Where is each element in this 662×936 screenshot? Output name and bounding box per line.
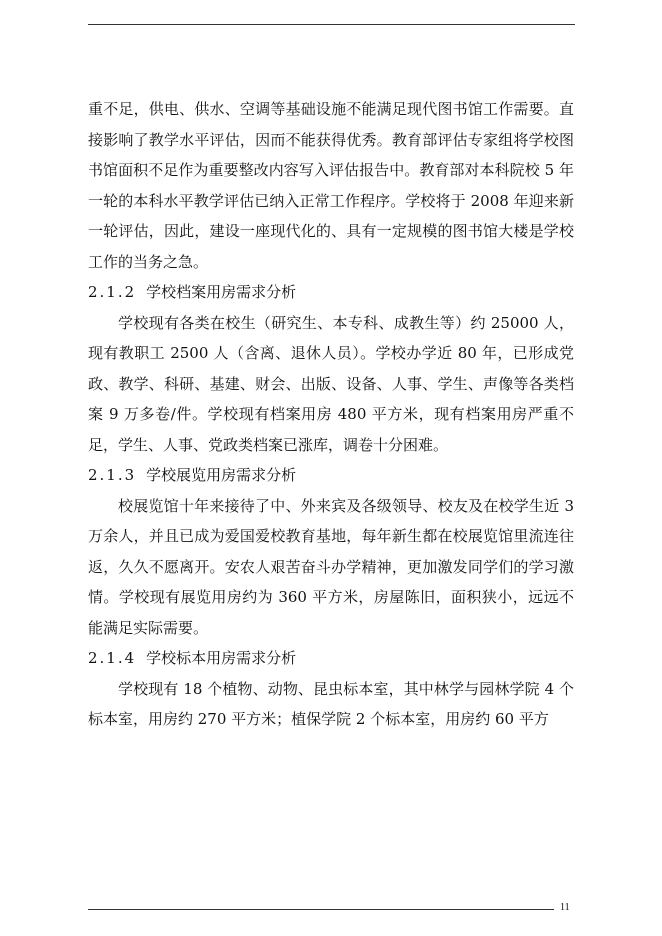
paragraph-specimens: 学校现有 18 个植物、动物、昆虫标本室，其中林学与园林学院 4 个标本室，用房约 270 平方米；植保学院 2 个标本室，用房约 60 平方 xyxy=(88,679,574,728)
section-heading-exhibition xyxy=(88,460,574,491)
page-number: 11 xyxy=(560,902,570,913)
footer-rule xyxy=(88,909,554,910)
document-body xyxy=(88,94,574,735)
section-heading-specimens xyxy=(88,643,574,674)
paragraph-exhibition: 校展览馆十年来接待了中、外来宾及各级领导、校友及在校学生近 3 万余人，并且已成为爱国爱校教育基地，每年新生都在校展览馆里流连往返，久久不愿离开。安农人艰苦奋斗办学精神，更加激发同学们的学习激情。学校现有展览用房约为 360 平方米，房屋陈旧，面积狭小，远远不能满足实际需要。 xyxy=(88,496,574,637)
section-number: 2.1.2 xyxy=(88,283,137,301)
section-title: 学校档案用房需求分析 xyxy=(146,283,297,301)
section-title: 学校展览用房需求分析 xyxy=(146,466,297,484)
header-rule xyxy=(88,24,575,25)
section-number: 2.1.3 xyxy=(88,466,137,484)
paragraph-library-space: 重不足，供电、供水、空调等基础设施不能满足现代图书馆工作需要。直接影响了教学水平评估，因而不能获得优秀。教育部评估专家组将学校图书馆面积不足作为重要整改内容写入评估报告中。教育部对本科院校 5 年一轮的本科水平教学评估已纳入正常工作程序。学校将于 2008 年迎来新一轮评估，因此，建设一座现代化的、具有一定规模的图书馆大楼是学校工作的当务之急。 xyxy=(88,100,574,271)
section-title: 学校标本用房需求分析 xyxy=(146,649,297,667)
section-heading-archives xyxy=(88,277,574,308)
section-number: 2.1.4 xyxy=(88,649,137,667)
paragraph-archives: 学校现有各类在校生（研究生、本专科、成教生等）约 25000 人，现有教职工 2500 人（含离、退休人员）。学校办学近 80 年，已形成党政、教学、科研、基建、财会、出版、设备、人事、学生、声像等各类档案 9 万多卷/件。学校现有档案用房 480 平方米，现有档案用房严重不足，学生、人事、党政类档案已涨库，调卷十分困难。 xyxy=(88,313,574,454)
